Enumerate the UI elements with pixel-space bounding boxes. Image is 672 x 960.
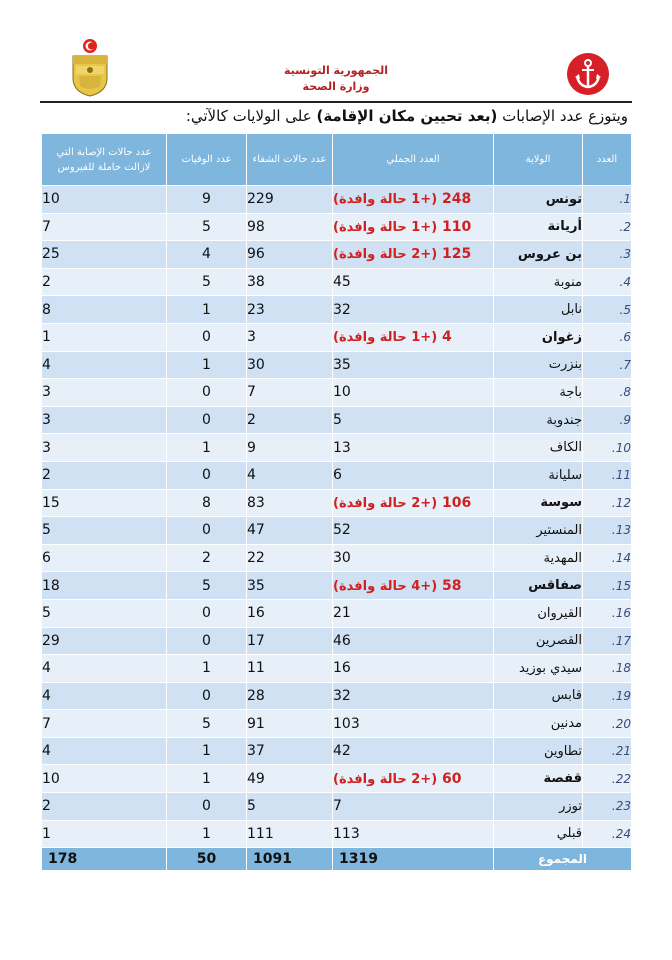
row-total	[333, 517, 494, 545]
row-recovered: 91	[247, 710, 333, 738]
row-deaths: 2	[167, 544, 247, 572]
row-recovered: 47	[247, 517, 333, 545]
row-active: 4	[42, 682, 167, 710]
row-total	[333, 186, 494, 214]
row-imported-note: (+1 حالة وافدة)	[333, 192, 438, 208]
footer-label: المجموع	[494, 848, 632, 871]
row-deaths: 1	[167, 765, 247, 793]
row-recovered: 229	[247, 186, 333, 214]
row-total	[333, 379, 494, 407]
row-total-count: 32	[333, 687, 351, 704]
row-index: 17.	[583, 627, 632, 655]
row-recovered: 9	[247, 434, 333, 462]
row-governorate: زغوان	[494, 323, 583, 351]
row-index: 21.	[583, 737, 632, 765]
row-active: 25	[42, 241, 167, 269]
row-total-count: 10	[333, 384, 351, 401]
table-row	[42, 737, 632, 765]
row-index: 6.	[583, 323, 632, 351]
row-imported-note: (+2 حالة وافدة)	[333, 771, 438, 787]
row-active: 29	[42, 627, 167, 655]
row-total-count: 6	[333, 467, 342, 484]
row-governorate: القيروان	[494, 599, 583, 627]
row-deaths: 1	[167, 351, 247, 379]
row-recovered: 38	[247, 268, 333, 296]
intro-emphasis: (بعد تحيين مكان الإقامة)	[316, 107, 498, 125]
coat-of-arms-icon	[65, 38, 115, 98]
row-total-count: 52	[333, 522, 351, 539]
row-deaths: 0	[167, 323, 247, 351]
row-governorate: باجة	[494, 379, 583, 407]
row-governorate: نابل	[494, 296, 583, 324]
row-recovered: 96	[247, 241, 333, 269]
intro-sentence	[186, 104, 628, 128]
row-recovered: 35	[247, 572, 333, 600]
header-governorate: الولاية	[494, 134, 583, 186]
row-governorate: المهدية	[494, 544, 583, 572]
row-recovered: 5	[247, 793, 333, 821]
row-index: 16.	[583, 599, 632, 627]
table-row	[42, 296, 632, 324]
row-total-count: 4	[442, 329, 452, 346]
row-active: 7	[42, 710, 167, 738]
letterhead-titles	[236, 63, 436, 95]
row-total	[333, 323, 494, 351]
row-governorate: قبلي	[494, 820, 583, 848]
row-recovered: 28	[247, 682, 333, 710]
row-active: 1	[42, 323, 167, 351]
row-active: 7	[42, 213, 167, 241]
row-total-count: 7	[333, 798, 342, 815]
row-deaths: 0	[167, 517, 247, 545]
footer-recovered: 1091	[247, 848, 333, 871]
row-total	[333, 241, 494, 269]
row-total	[333, 544, 494, 572]
footer-active: 178	[42, 848, 167, 871]
row-governorate: مدنين	[494, 710, 583, 738]
table-row	[42, 544, 632, 572]
row-deaths: 0	[167, 406, 247, 434]
row-imported-note: (+2 حالة وافدة)	[333, 247, 438, 263]
table-row	[42, 489, 632, 517]
row-index: 7.	[583, 351, 632, 379]
table-row	[42, 434, 632, 462]
row-index: 22.	[583, 765, 632, 793]
table-row	[42, 599, 632, 627]
row-total-count: 35	[333, 356, 351, 373]
table-row	[42, 323, 632, 351]
row-total	[333, 737, 494, 765]
row-active: 8	[42, 296, 167, 324]
row-deaths: 5	[167, 572, 247, 600]
row-index: 15.	[583, 572, 632, 600]
row-total-count: 110	[442, 218, 472, 235]
row-total	[333, 599, 494, 627]
table-row	[42, 268, 632, 296]
row-active: 18	[42, 572, 167, 600]
row-total-count: 32	[333, 301, 351, 318]
row-total-count: 125	[442, 246, 472, 263]
row-index: 20.	[583, 710, 632, 738]
row-active: 4	[42, 655, 167, 683]
row-imported-note: (+1 حالة وافدة)	[333, 219, 438, 235]
row-recovered: 111	[247, 820, 333, 848]
row-imported-note: (+2 حالة وافدة)	[333, 495, 438, 511]
row-total	[333, 682, 494, 710]
ministry-title: وزارة الصحة	[302, 80, 370, 93]
row-active: 5	[42, 517, 167, 545]
row-deaths: 1	[167, 820, 247, 848]
row-index: 23.	[583, 793, 632, 821]
row-total-count: 21	[333, 605, 351, 622]
row-deaths: 5	[167, 213, 247, 241]
row-governorate: قفصة	[494, 765, 583, 793]
row-deaths: 5	[167, 268, 247, 296]
row-index: 5.	[583, 296, 632, 324]
row-active: 10	[42, 765, 167, 793]
row-deaths: 0	[167, 682, 247, 710]
row-active: 10	[42, 186, 167, 214]
row-recovered: 2	[247, 406, 333, 434]
row-total	[333, 213, 494, 241]
row-deaths: 4	[167, 241, 247, 269]
row-governorate: توزر	[494, 793, 583, 821]
row-total	[333, 627, 494, 655]
row-active: 2	[42, 268, 167, 296]
row-governorate: أريانة	[494, 213, 583, 241]
row-recovered: 37	[247, 737, 333, 765]
row-governorate: المنستير	[494, 517, 583, 545]
table-footer-row	[42, 848, 632, 871]
table-row	[42, 241, 632, 269]
row-deaths: 0	[167, 379, 247, 407]
row-total	[333, 434, 494, 462]
row-total	[333, 765, 494, 793]
row-total	[333, 710, 494, 738]
row-total-count: 16	[333, 660, 351, 677]
header-active: عدد حالات الإصابة التي لازالت حاملة للفيروس	[42, 134, 167, 186]
row-active: 5	[42, 599, 167, 627]
row-governorate: صفاقس	[494, 572, 583, 600]
row-governorate: منوبة	[494, 268, 583, 296]
row-recovered: 3	[247, 323, 333, 351]
row-deaths: 1	[167, 434, 247, 462]
row-total	[333, 461, 494, 489]
table-row	[42, 461, 632, 489]
table-row	[42, 517, 632, 545]
table-row	[42, 186, 632, 214]
header-total: العدد الجملي	[333, 134, 494, 186]
header-divider	[40, 101, 632, 103]
row-deaths: 1	[167, 737, 247, 765]
table-row	[42, 213, 632, 241]
row-governorate: قابس	[494, 682, 583, 710]
row-recovered: 11	[247, 655, 333, 683]
row-deaths: 8	[167, 489, 247, 517]
row-governorate: القصرين	[494, 627, 583, 655]
row-total-count: 5	[333, 412, 342, 429]
row-recovered: 83	[247, 489, 333, 517]
table-row	[42, 820, 632, 848]
row-active: 2	[42, 461, 167, 489]
row-deaths: 0	[167, 627, 247, 655]
row-index: 9.	[583, 406, 632, 434]
table-row	[42, 710, 632, 738]
row-total	[333, 406, 494, 434]
row-active: 4	[42, 737, 167, 765]
intro-before: ويتوزع عدد الإصابات	[497, 107, 628, 125]
row-recovered: 7	[247, 379, 333, 407]
table-row	[42, 793, 632, 821]
footer-total: 1319	[333, 848, 494, 871]
row-active: 3	[42, 406, 167, 434]
table-row	[42, 572, 632, 600]
header-recovered: عدد حالات الشفاء	[247, 134, 333, 186]
row-governorate: سليانة	[494, 461, 583, 489]
row-index: 8.	[583, 379, 632, 407]
row-total-count: 58	[442, 577, 462, 594]
row-index: 3.	[583, 241, 632, 269]
row-index: 24.	[583, 820, 632, 848]
row-imported-note: (+4 حالة وافدة)	[333, 578, 438, 594]
row-index: 13.	[583, 517, 632, 545]
row-imported-note: (+1 حالة وافدة)	[333, 330, 438, 346]
row-total-count: 45	[333, 274, 351, 291]
row-total	[333, 793, 494, 821]
row-total	[333, 268, 494, 296]
row-recovered: 16	[247, 599, 333, 627]
table-row	[42, 682, 632, 710]
row-index: 14.	[583, 544, 632, 572]
row-recovered: 30	[247, 351, 333, 379]
row-active: 3	[42, 379, 167, 407]
table-row	[42, 406, 632, 434]
row-recovered: 98	[247, 213, 333, 241]
row-index: 11.	[583, 461, 632, 489]
row-active: 2	[42, 793, 167, 821]
row-total-count: 46	[333, 632, 351, 649]
row-total-count: 30	[333, 550, 351, 567]
row-total-count: 42	[333, 743, 351, 760]
letterhead	[0, 0, 672, 100]
row-governorate: تونس	[494, 186, 583, 214]
row-governorate: جندوبة	[494, 406, 583, 434]
row-deaths: 1	[167, 296, 247, 324]
row-total-count: 106	[442, 494, 472, 511]
table-row	[42, 627, 632, 655]
row-total-count: 13	[333, 439, 351, 456]
row-governorate: الكاف	[494, 434, 583, 462]
row-index: 12.	[583, 489, 632, 517]
ministry-logo-icon	[566, 52, 610, 96]
row-total	[333, 296, 494, 324]
table-row	[42, 379, 632, 407]
row-governorate: بنزرت	[494, 351, 583, 379]
row-total-count: 103	[333, 715, 360, 732]
row-recovered: 22	[247, 544, 333, 572]
row-deaths: 1	[167, 655, 247, 683]
row-total-count: 248	[442, 191, 472, 208]
row-recovered: 4	[247, 461, 333, 489]
row-recovered: 49	[247, 765, 333, 793]
row-total	[333, 572, 494, 600]
intro-after: على الولايات كالآتي:	[185, 107, 317, 125]
table-row	[42, 655, 632, 683]
row-deaths: 0	[167, 793, 247, 821]
table-row	[42, 351, 632, 379]
table-header-row	[42, 134, 632, 186]
row-index: 19.	[583, 682, 632, 710]
row-total	[333, 351, 494, 379]
row-governorate: تطاوين	[494, 737, 583, 765]
row-governorate: سوسة	[494, 489, 583, 517]
row-total	[333, 655, 494, 683]
header-index: العدد	[583, 134, 632, 186]
row-deaths: 9	[167, 186, 247, 214]
row-active: 3	[42, 434, 167, 462]
header-deaths: عدد الوفيات	[167, 134, 247, 186]
row-index: 18.	[583, 655, 632, 683]
row-total-count: 60	[442, 770, 462, 787]
row-total	[333, 820, 494, 848]
row-index: 2.	[583, 213, 632, 241]
row-governorate: سيدي بوزيد	[494, 655, 583, 683]
row-deaths: 5	[167, 710, 247, 738]
row-total	[333, 489, 494, 517]
row-active: 1	[42, 820, 167, 848]
republic-title: الجمهورية التونسية	[283, 64, 389, 77]
row-index: 1.	[583, 186, 632, 214]
cases-by-governorate-table	[41, 133, 632, 871]
row-governorate: بن عروس	[494, 241, 583, 269]
row-active: 4	[42, 351, 167, 379]
row-deaths: 0	[167, 599, 247, 627]
row-total-count: 113	[333, 825, 360, 842]
table-row	[42, 765, 632, 793]
row-index: 4.	[583, 268, 632, 296]
table-body	[42, 186, 632, 848]
row-index: 10.	[583, 434, 632, 462]
row-deaths: 0	[167, 461, 247, 489]
row-active: 6	[42, 544, 167, 572]
row-recovered: 23	[247, 296, 333, 324]
row-recovered: 17	[247, 627, 333, 655]
footer-deaths: 50	[167, 848, 247, 871]
row-active: 15	[42, 489, 167, 517]
